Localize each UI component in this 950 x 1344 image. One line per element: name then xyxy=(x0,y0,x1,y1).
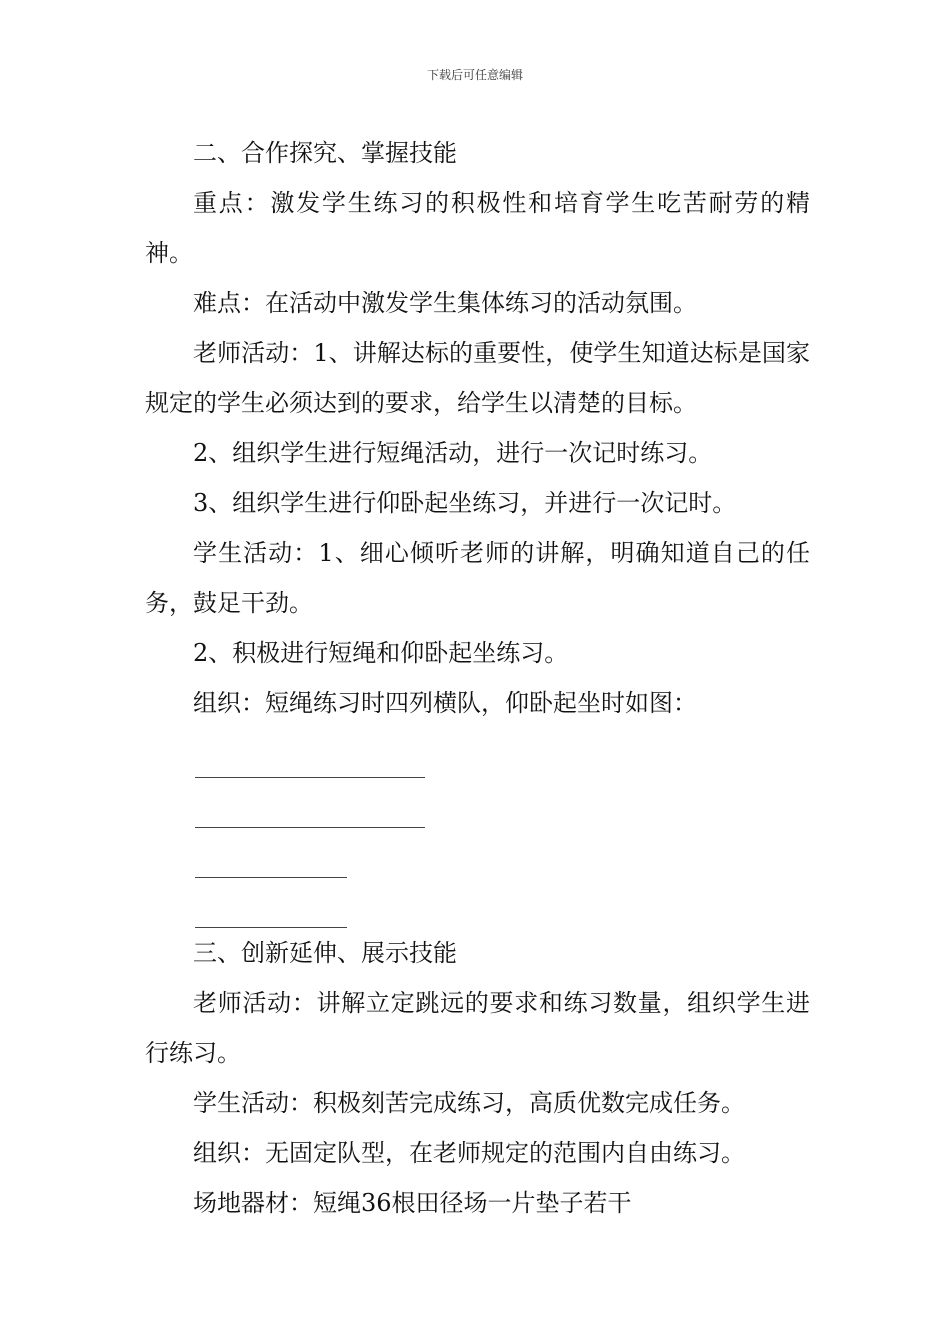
document-body xyxy=(145,128,810,1228)
formation-line-4 xyxy=(145,878,810,928)
paragraph-student-activity: 学生活动：1、细心倾听老师的讲解，明确知道自己的任务，鼓足干劲。 xyxy=(145,539,810,617)
paragraph-step-2: 2、组织学生进行短绳活动，进行一次记时练习。 xyxy=(193,439,713,467)
section-heading-innovation: 三、创新延伸、展示技能 xyxy=(193,939,457,967)
paragraph-student-activity-2: 学生活动：积极刻苦完成练习，高质优数完成任务。 xyxy=(193,1089,745,1117)
paragraph-organization: 组织：短绳练习时四列横队，仰卧起坐时如图： xyxy=(193,689,697,717)
section-heading-cooperation: 二、合作探究、掌握技能 xyxy=(193,139,457,167)
paragraph-organization-2: 组织：无固定队型，在老师规定的范围内自由练习。 xyxy=(193,1139,745,1167)
paragraph-teacher-activity: 老师活动：1、讲解达标的重要性，使学生知道达标是国家规定的学生必须达到的要求，给学生以清楚的目标。 xyxy=(145,339,810,417)
paragraph-difficulty: 难点：在活动中激发学生集体练习的活动氛围。 xyxy=(193,289,697,317)
paragraph-teacher-activity-2: 老师活动：讲解立定跳远的要求和练习数量，组织学生进行练习。 xyxy=(145,989,810,1067)
paragraph-key-point: 重点：激发学生练习的积极性和培育学生吃苦耐劳的精神。 xyxy=(145,189,810,267)
formation-line-2 xyxy=(145,778,810,828)
paragraph-equipment: 场地器材：短绳36根田径场一片垫子若干 xyxy=(193,1189,632,1217)
paragraph-student-step-2: 2、积极进行短绳和仰卧起坐练习。 xyxy=(193,639,569,667)
paragraph-step-3: 3、组织学生进行仰卧起坐练习，并进行一次记时。 xyxy=(193,489,737,517)
page-header: 下载后可任意编辑 xyxy=(426,68,523,82)
formation-line-1 xyxy=(145,728,810,778)
formation-line-stroke xyxy=(195,927,347,928)
formation-line-3 xyxy=(145,828,810,878)
